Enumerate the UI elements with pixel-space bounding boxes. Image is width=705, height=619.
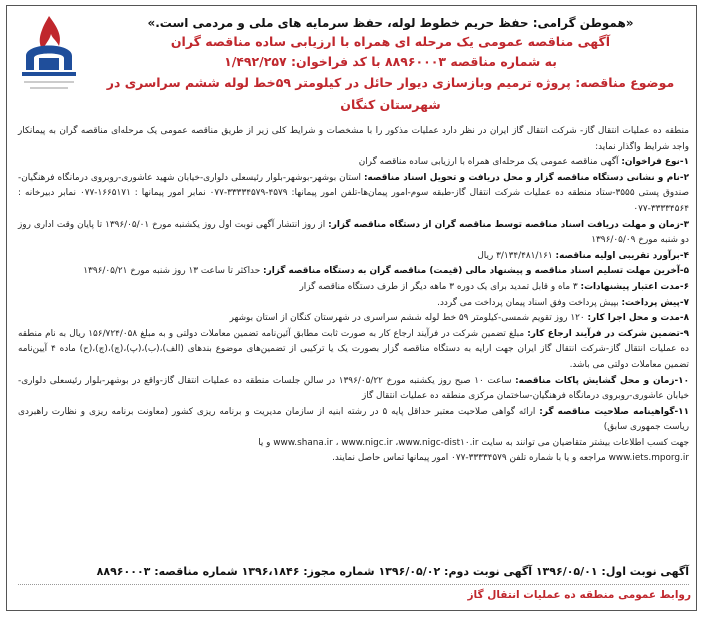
item-3: ۳-زمان و مهلت دریافت اسناد مناقصه توسط مناقصه گران از دستگاه مناقصه گزار: از روز انتشار آگهی نوبت اول روز یکشنبه مورخ ۱۳۹۶/۰۵/۰۱ تا پایان وقت اداری روز دو شنبه مورخ ۱۳۹۶/۰۵/۰۹: [18, 219, 689, 246]
item-11: ۱۱-گواهینامه صلاحیت مناقصه گر: ارائه گواهی صلاحیت معتبر حداقل پایه ۵ در رشته ابنیه از سازمان مدیریت و برنامه ریزی کشور (معاونت برنامه ریزی و نظارت راهبردی ریاست جمهوری سابق): [18, 406, 690, 433]
header-subject: موضوع مناقصه: پروژه ترمیم وبازسازی دیوار حائل در کیلومتر ۵۹خط لوله ششم سراسری در شهرستان کنگان: [106, 75, 675, 112]
notice-body: [18, 124, 689, 467]
item-8: ۸-مدت و محل اجرا کار: ۱۲۰ روز تقویم شمسی-کیلومتر ۵۹ خط لوله ششم سراسری در شهرستان کنگان از استان بوشهر: [229, 313, 689, 324]
websites-line: جهت کسب اطلاعات بیشتر متقاضیان می توانند به سایت www.shana.ir ، www.nigc.ir ،www.nigc-dist۱۰.ir و یا: [258, 437, 689, 448]
company-logo: [14, 12, 84, 98]
footer-organization: روابط عمومی منطقه ده عملیات انتقال گاز: [467, 589, 691, 601]
item-2: ۲-نام و نشانی دستگاه مناقصه گزار و محل دریافت و تحویل اسناد مناقصه: استان بوشهر-بوشهر-بلوار رئیسعلی دلواری-خیابان شهید عاشوری-روبروی درمانگاه فرهنگیان-صندوق پستی ۳۵۵۵-ستاد منطقه ده عملیات شرکت انتقال گاز-طبقه سوم-امور پیمان‌ها-تلفن امور پیمانها: ۴۵۷۹-۳۳۳۳۴۵۷۹-۰۷۷ نمابر امور پیمانها : ۱۶۶۵۱۷۱-۰۷۷ نمابر دبیرخانه : ۳۳۳۳۴۵۶۴-۰۷۷: [18, 172, 690, 214]
item-4: ۴-برآورد تقریبی اولیه مناقصه: ۳/۱۳۴/۴۸۱/۱۶۱ ریال: [477, 250, 689, 261]
notice-header: [90, 14, 691, 116]
header-title: آگهی مناقصه عمومی یک مرحله ای همراه با ارزیابی ساده مناقصه گران: [170, 34, 611, 49]
item-9: ۹-تضمین شرکت در فرآیند ارجاع کار: مبلغ تضمین شرکت در فرآیند ارجاع کار به صورت ثابت مطابق آئین‌نامه تضمین معاملات دولتی و به مبلغ ۱۵۶/۷۲۴/۰۵۸ ریال به نام منطقه ده عملیات انتقال گاز-شرکت انتقال گاز ایران جهت ارایه به دستگاه مناقصه گزار بصورت یک یا ترکیبی از تضمین‌های موضوع بندهای (الف)،(ب)،(پ)،(چ)،(چ)،(ح) ماده ۴ آیین‌نامه تضمین معاملات دولتی می باشد.: [18, 328, 689, 370]
header-slogan: «هموطن گرامی: حفظ حریم خطوط لوله، حفظ سرمایه های ملی و مردمی است.»: [147, 16, 634, 30]
intro-paragraph: منطقه ده عملیات انتقال گاز- شرکت انتقال گاز ایران در نظر دارد عملیات مذکور را با مشخصات و شرایط کلی زیر از طریق مناقصه عمومی یک مرحله‌ای مناقصه گران به پیمانکار واجد شرایط واگذار نماید:: [18, 126, 689, 152]
header-tender-number: به شماره مناقصه ۸۸۹۶۰۰۰۳ با کد فراخوان: ۱/۴۹۲/۲۵۷: [224, 54, 557, 69]
item-7: ۷-پیش پرداخت: بپیش پرداخت وفق اسناد پیمان پرداخت می گردد.: [437, 297, 689, 308]
gas-flame-logo-icon: [14, 12, 84, 98]
item-6: ۶-مدت اعتبار پیشنهادات: ۳ ماه و قابل تمدید برای یک دوره ۳ ماهه دیگر از طرف دستگاه مناقصه گزار: [299, 281, 689, 292]
contact-line: www.iets.mporg.ir مراجعه و یا با شماره تلفن ۳۳۳۳۴۵۷۹-۰۷۷ امور پیمانها تماس حاصل نمایند.: [332, 453, 689, 464]
footer-dates: آگهی نوبت اول: ۱۳۹۶/۰۵/۰۱ آگهی نوبت دوم: ۱۳۹۶/۰۵/۰۲ شماره مجوز: ۱۳۹۶،۱۸۴۶ شماره مناقصه: ۸۸۹۶۰۰۰۳: [96, 565, 689, 578]
footer-divider: [18, 584, 689, 585]
item-5: ۵-آخرین مهلت تسلیم اسناد مناقصه و پیشنهاد مالی (قیمت) مناقصه گران به دستگاه مناقصه گزار: حداکثر تا ساعت ۱۳ روز شنبه مورخ ۱۳۹۶/۰۵/۲۱: [83, 266, 689, 277]
item-10: ۱۰-زمان و محل گشایش پاکات مناقصه: ساعت ۱۰ صبح روز یکشنبه مورخ ۱۳۹۶/۰۵/۲۲ در سالن جلسات منطقه ده عملیات انتقال گاز-واقع در بوشهر-بلوار رئیسعلی دلواری-خیابان عاشوری-روبروی درمانگاه فرهنگیان-ساختمان مرکزی منطقه ده عملیات انتقال گاز: [18, 375, 689, 402]
item-1: ۱-نوع فراخوان: آگهی مناقصه عمومی یک مرحله‌ای همراه با ارزیابی ساده مناقصه گران: [358, 157, 689, 168]
